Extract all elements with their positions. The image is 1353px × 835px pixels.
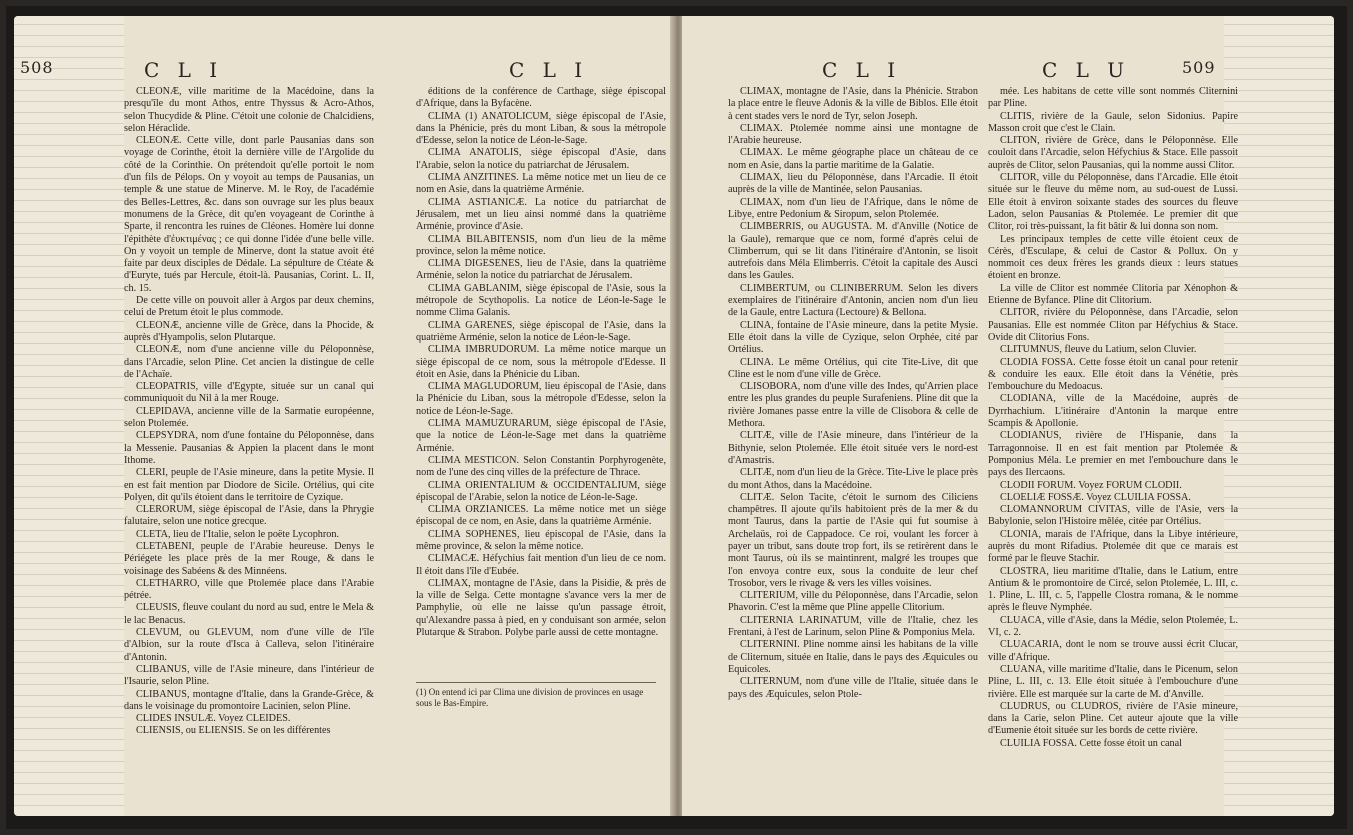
entry-paragraph: CLOSTRA, lieu maritime d'Italie, dans le Latium, entre Antium & le promontoire de Circé, selon Ptolemée, L. III, c. 1. Pline, L. III, c. 5, l'appelle Clostra romana, & le nomme après le fleuve Nymphée. bbox=[988, 565, 1238, 614]
entry-paragraph: CLITERNINI. Pline nomme ainsi les habitans de la ville de Cliternum, située en Italie, dans le pays des Æquicules ou Equicoles. bbox=[728, 639, 978, 675]
entry-paragraph: CLEONÆ. Cette ville, dont parle Pausanias dans son voyage de Corinthe, étoit la dernière ville de l'Argolide du côté de la Corinthie. On prétendoit qu'elle portoit le nom d'un fils de Pélops. On y voyoit au temps de Pausanias, un temple & une statue de Minerve. M. le Roy, de l'académie des Belles-Lettres, &c. dans son ouvrage sur les plus beaux monumens de la Grèce, dit qu'en voyageant de Corinthe à Sparte, il rencontra les ruines de Cléones. Homère lui donne l'épithète d'ἐυκτιμένας ; ce qui donne l'idée d'une belle ville. On y voyoit un temple de Minerve, dont la statue avoit été faite par deux disciples de Dédale. La sépulture de Ctéate & d'Euryte, tués par Hercule, étoit-là. Pausanias, Corint. L. II, ch. 15. bbox=[124, 135, 374, 294]
entry-paragraph: CLITUMNUS, fleuve du Latium, selon Cluvier. bbox=[1000, 344, 1197, 356]
entry-paragraph: CLIBANUS, montagne d'Italie, dans la Grande-Grèce, & dans le voisinage du promontoire Lacinien, selon Pline. bbox=[124, 688, 374, 712]
entry-paragraph: CLITERNUM, nom d'une ville de l'Italie, située dans le pays des Æquicules, selon Ptole- bbox=[728, 676, 978, 700]
entry-paragraph: CLODIANUS, rivière de l'Hispanie, dans la Tarragonnoise. Il en est fait mention par Ptolemée & Pomponius Méla. Le premier en met l'embouchure dans le pays des Ilercaons. bbox=[988, 430, 1238, 479]
entry-paragraph: Les principaux temples de cette ville étoient ceux de Cérès, d'Esculape, & celui de Castor & Pollux. On y nommoit ces deux frères les grands dieux : leurs statues étoient en bronze. bbox=[988, 233, 1238, 282]
entry-paragraph: CLODII FORUM. Voyez FORUM CLODII. bbox=[1000, 479, 1182, 491]
entry-paragraph: CLIMA GABLANIM, siège épiscopal de l'Asie, sous la métropole de Scythopolis. La notice de Léon-le-Sage le nomme Clima Galanis. bbox=[416, 282, 666, 319]
entry-paragraph: CLETABENI, peuple de l'Arabie heureuse. Denys le Périégete les place près de la mer Rouge, & dans le voisinage des Sabéens & des Minnéens. bbox=[124, 540, 374, 577]
entry-paragraph: CLIBANUS, ville de l'Asie mineure, dans l'intérieur de l'Isaurie, selon Pline. bbox=[124, 663, 374, 688]
entry-paragraph: De cette ville on pouvoit aller à Argos par deux chemins, celui de Pretum étoit le plus commode. bbox=[124, 295, 374, 319]
entry-paragraph: CLEPIDAVA, ancienne ville de la Sarmatie européenne, selon Ptolemée. bbox=[124, 405, 374, 430]
entry-paragraph: CLIMA SOPHENES, lieu épiscopal de l'Asie, dans la même province, & selon la même notice. bbox=[416, 528, 666, 552]
entry-paragraph: CLIMAX, montagne de l'Asie, dans la Phénicie. Strabon la place entre le fleuve Adonis & la ville de Biblos. Elle étoit à cent stades vers le nord de Tyr, selon Joseph. bbox=[728, 86, 978, 122]
entry-paragraph: CLINA, fontaine de l'Asie mineure, dans la petite Mysie. Elle étoit dans la ville de Cyzique, selon Orphée, cité par Ortélius. bbox=[728, 319, 978, 356]
right-column-2 bbox=[988, 86, 1238, 750]
right-page-header bbox=[682, 58, 1334, 88]
entry-paragraph: CLITOR, ville du Péloponnèse, dans l'Arcadie. Elle étoit située sur le fleuve du même nom, au sud-ouest de Lussi. Elle étoit à environ soixante stades des sources du fleuve Ladon, selon Pausanias & Ptolemée. Le premier dit que Clitor, roi très-puissant, la fit bâtir & lui donna son nom. bbox=[988, 172, 1238, 233]
entry-paragraph: CLEONÆ, ancienne ville de Grèce, dans la Phocide, & auprès d'Hyampolis, selon Plutarque. bbox=[124, 319, 374, 343]
entry-paragraph: CLIENSIS, ou ELIENSIS. Se on les différentes bbox=[136, 725, 331, 737]
entry-paragraph: CLITOR, rivière du Péloponnèse, dans l'Arcadie, selon Pausanias. Elle est nommée Cliton par Héfychius & Stace. Ovide dit Clitorius Fons. bbox=[988, 307, 1238, 343]
entry-paragraph: CLUDRUS, ou CLUDROS, rivière de l'Asie mineure, dans la Carie, selon Pline. Cet auteur ajoute que la ville d'Eumenie étoit située sur les bords de cette rivière. bbox=[988, 700, 1238, 737]
entry-paragraph: CLIMAX, lieu du Péloponnèse, dans l'Arcadie. Il étoit auprès de la ville de Mantinée, selon Pausanias. bbox=[728, 172, 978, 196]
entry-paragraph: CLIDES INSULÆ. Voyez CLEIDES. bbox=[136, 713, 291, 725]
entry-paragraph: CLEOPATRIS, ville d'Egypte, située sur un canal qui communiquoit du Nil à la mer Rouge. bbox=[124, 381, 374, 405]
entry-paragraph: CLIMA ASTIANICÆ. La notice du patriarchat de Jérusalem, met un lieu ainsi nommé dans la quatrième Arménie, province d'Asie. bbox=[416, 196, 666, 233]
entry-paragraph: CLEUSIS, fleuve coulant du nord au sud, entre le Mela & le lac Benacus. bbox=[124, 602, 374, 626]
entry-paragraph: CLIMAX, nom d'un lieu de l'Afrique, dans le nôme de Libye, entre Pedonium & Siropum, selon Ptolemée. bbox=[728, 196, 978, 220]
entry-paragraph: CLITÆ. Selon Tacite, c'étoit le surnom des Ciliciens champêtres. Il ajoute qu'ils habitoient près de la mer & du mont Taurus, dans la partie de l'Asie qui fut soumise à Archelaüs, roi de Cappadoce. Ce roi, voulant les forcer à payer un tribut, sans doute trop fort, ils se retirèrent dans le mont Taurus, où ils se maintinrent, malgré les troupes que l'on envoya contre eux, sous la conduite de leur chef Trosobor, vers le rivage & vers les villes voisines. bbox=[728, 491, 978, 589]
entry-paragraph: CLUILIA FOSSA. Cette fosse étoit un canal bbox=[1000, 737, 1182, 749]
right-page-number: 509 bbox=[1182, 58, 1216, 77]
entry-paragraph: CLITÆ, nom d'un lieu de la Grèce. Tite-Live le place près du mont Athos, dans la Macédoine. bbox=[728, 467, 978, 491]
right-page bbox=[682, 16, 1334, 816]
entry-paragraph: CLUANA, ville maritime d'Italie, dans le Picenum, selon Pline, L. III, c. 13. Elle étoit située à l'embouchure d'une rivière. Elle est marquée sur la carte de M. d'Anville. bbox=[988, 663, 1238, 700]
entry-paragraph: CLITERNIA LARINATUM, ville de l'Italie, chez les Frentani, à l'est de Larinum, selon Pline & Pomponius Mela. bbox=[728, 614, 978, 639]
entry-paragraph: CLERORUM, siège épiscopal de l'Asie, dans la Phrygie falutaire, selon une notice grecque. bbox=[124, 504, 374, 528]
entry-paragraph: CLITON, rivière de Grèce, dans le Péloponnèse. Elle couloit dans l'Arcadie, selon Héfychius & Stace. Elle passoit auprès de Clitor, selon Pausanias, qui la nomme aussi Clitor. bbox=[988, 135, 1238, 171]
entry-paragraph: éditions de la conférence de Carthage, siège épiscopal d'Afrique, dans la Byfacène. bbox=[416, 86, 666, 110]
entry-paragraph: CLEPSYDRA, nom d'une fontaine du Péloponnèse, dans la Messenie. Pausanias & Appien la placent dans le mont Ithome. bbox=[124, 430, 374, 466]
entry-paragraph: mée. Les habitans de cette ville sont nommés Cliternini par Pline. bbox=[988, 86, 1238, 110]
entry-paragraph: La ville de Clitor est nommée Clitoria par Xénophon & Etienne de Byfance. Pline dit Clitorium. bbox=[988, 282, 1238, 307]
left-page-number: 508 bbox=[20, 58, 54, 77]
entry-paragraph: CLONIA, marais de l'Afrique, dans la Libye intérieure, auprès du mont Rifadius. Ptolemée dit que ce marais est formé par le fleuve Stachir. bbox=[988, 528, 1238, 565]
left-page bbox=[14, 16, 674, 816]
entry-paragraph: CLITERIUM, ville du Péloponnèse, dans l'Arcadie, selon Phavorin. C'est la même que Pline appelle Clitorium. bbox=[728, 590, 978, 614]
right-ruler-strip bbox=[1224, 16, 1334, 816]
entry-paragraph: CLIMA BILABITENSIS, nom d'un lieu de la même province, selon la même notice. bbox=[416, 233, 666, 257]
entry-paragraph: CLIMAX. Le même géographe place un château de ce nom en Asie, dans la partie maritime de la Galatie. bbox=[728, 147, 978, 171]
left-header-right: C L I bbox=[509, 58, 589, 82]
entry-paragraph: CLETA, lieu de l'Italie, selon le poëte Lycophron. bbox=[136, 528, 340, 540]
entry-paragraph: CLODIA FOSSA. Cette fosse étoit un canal pour retenir & conduire les eaux. Elle étoit dans la Vénétie, près l'embouchure du Medoacus. bbox=[988, 356, 1238, 393]
entry-paragraph: CLIMA ANATOLIS, siège épiscopal d'Asie, dans l'Arabie, selon la notice du patriarchat de Jérusalem. bbox=[416, 147, 666, 171]
entry-paragraph: CLOMANNORUM CIVITAS, ville de l'Asie, vers la Babylonie, selon l'Histoire mêlée, citée par Ortélius. bbox=[988, 504, 1238, 528]
footnote: (1) On entend ici par Clima une division de provinces en usage sous le Bas-Empire. bbox=[416, 682, 656, 709]
entry-paragraph: CLIMA IMBRUDORUM. La même notice marque un siège épiscopal de ce nom, sous la métropole d'Edesse. Il étoit en Asie, dans la Phénicie du Liban. bbox=[416, 344, 666, 380]
book-spread bbox=[6, 6, 1347, 829]
entry-paragraph: CLIMBERRIS, ou AUGUSTA. M. d'Anville (Notice de la Gaule), remarque que ce nom, formé d'après celui de Climberrum, qui se lit dans l'itinéraire d'Antonin, se lisoit autrefois dans Méla Elimberris. C'étoit la capitale des Ausci dans les Gaules. bbox=[728, 221, 978, 282]
entry-paragraph: CLIMACÆ. Héfychius fait mention d'un lieu de ce nom. Il étoit dans l'île d'Eubée. bbox=[416, 553, 666, 577]
right-header-left: C L I bbox=[822, 58, 902, 82]
entry-paragraph: CLOELIÆ FOSSÆ. Voyez CLUILIA FOSSA. bbox=[1000, 491, 1191, 503]
entry-paragraph: CLINA. Le même Ortélius, qui cite Tite-Live, dit que Cline est le nom d'une ville de Grèce. bbox=[728, 356, 978, 380]
entry-paragraph: CLIMA ORZIANICES. La même notice met un siège épiscopal de ce nom, en Asie, dans la quatrième Arménie. bbox=[416, 504, 666, 528]
entry-paragraph: CLUACA, ville d'Asie, dans la Médie, selon Ptolemée, L. VI, c. 2. bbox=[988, 614, 1238, 639]
entry-paragraph: CLERI, peuple de l'Asie mineure, dans la petite Mysie. Il en est fait mention par Diodore de Sicile. Ortélius, qui cite Polyen, dit qu'ils étoient dans le territoire de Cyzique. bbox=[124, 467, 374, 503]
entry-paragraph: CLIMA ANZITINES. La même notice met un lieu de ce nom en Asie, dans la quatrième Arménie. bbox=[416, 172, 666, 196]
left-ruler-strip bbox=[14, 16, 124, 816]
entry-paragraph: CLIMA GARENES, siège épiscopal de l'Asie, dans la quatrième Arménie, selon la notice de Léon-le-Sage. bbox=[416, 319, 666, 343]
right-column-1 bbox=[728, 86, 978, 701]
entry-paragraph: CLETHARRO, ville que Ptolemée place dans l'Arabie pétrée. bbox=[124, 577, 374, 602]
left-page-header bbox=[14, 58, 674, 88]
entry-paragraph: CLUACARIA, dont le nom se trouve aussi écrit Clucar, ville d'Afrique. bbox=[988, 639, 1238, 663]
entry-paragraph: CLEVUM, ou GLEVUM, nom d'une ville de l'île d'Albion, sur la route d'Isca à Calleva, selon l'itinéraire d'Antonin. bbox=[124, 627, 374, 663]
entry-paragraph: CLEONÆ, nom d'une ancienne ville du Péloponnèse, dans l'Arcadie, selon Pline. Cet ancien la distingue de celle de l'Achaïe. bbox=[124, 344, 374, 380]
entry-paragraph: CLIMBERTUM, ou CLINIBERRUM. Selon les divers exemplaires de l'itinéraire d'Antonin, ancien nom d'un lieu de la Gaule, entre Lactura (Lectoure) & Bellona. bbox=[728, 282, 978, 319]
entry-paragraph: CLODIANA, ville de la Macédoine, auprès de Dyrrhachium. L'itinéraire d'Antonin la marque entre Scampis & Apollonie. bbox=[988, 393, 1238, 430]
entry-paragraph: CLISOBORA, nom d'une ville des Indes, qu'Arrien place entre les plus grandes du peuple Surafeniens. Pline dit que la rivière Jomanes passe entre la ville de Clisobora & celle de Methora. bbox=[728, 381, 978, 430]
entry-paragraph: CLIMA (1) ANATOLICUM, siège épiscopal de l'Asie, dans la Phénicie, près du mont Liban, & sous la métropole d'Edesse, selon la notice de Léon-le-Sage. bbox=[416, 110, 666, 147]
entry-paragraph: CLITIS, rivière de la Gaule, selon Sidonius. Papire Masson croit que c'est le Clain. bbox=[988, 110, 1238, 134]
entry-paragraph: CLIMA DIGESENES, lieu de l'Asie, dans la quatrième Arménie, selon la notice du patriarchat de Jérusalem. bbox=[416, 258, 666, 282]
entry-paragraph: CLEONÆ, ville maritime de la Macédoine, dans la presqu'île du mont Athos, entre Thyssus & Acro-Athos, selon Thucydide & Pline. C'étoit une colonie de Chalcidiens, selon Héraclide. bbox=[124, 86, 374, 134]
left-header-left: C L I bbox=[144, 58, 224, 82]
entry-paragraph: CLITÆ, ville de l'Asie mineure, dans l'intérieur de la Bithynie, selon Ptolemée. Elle étoit située vers le nord-est d'Amastris. bbox=[728, 430, 978, 466]
entry-paragraph: CLIMAX. Ptolemée nomme ainsi une montagne de l'Arabie heureuse. bbox=[728, 122, 978, 147]
entry-paragraph: CLIMA MAMUZURARUM, siège épiscopal de l'Asie, que la notice de Léon-le-Sage met dans la quatrième Arménie. bbox=[416, 418, 666, 454]
entry-paragraph: CLIMAX, montagne de l'Asie, dans la Pisidie, & près de la ville de Selga. Cette montagne s'avance vers la mer de Pamphylie, où elle ne laisse qu'un passage étroit, qu'Alexandre passa à pied, en y conduisant son armée, selon Plutarque & Strabon. Polybe parle aussi de cette montagne. bbox=[416, 577, 666, 639]
right-header-right: C L U bbox=[1042, 58, 1131, 82]
entry-paragraph: CLIMA MESTICON. Selon Constantin Porphyrogenète, nom de l'une des cinq villes de la préfecture de Thrace. bbox=[416, 454, 666, 479]
left-column-1 bbox=[124, 86, 374, 738]
left-column-2 bbox=[416, 86, 666, 639]
entry-paragraph: CLIMA MAGLUDORUM, lieu épiscopal de l'Asie, dans la Phénicie du Liban, sous la métropole d'Edesse, selon la notice de Léon-le-Sage. bbox=[416, 381, 666, 417]
entry-paragraph: CLIMA ORIENTALIUM & OCCIDENTALIUM, siège épiscopal de l'Arabie, selon la notice de Léon-le-Sage. bbox=[416, 479, 666, 503]
